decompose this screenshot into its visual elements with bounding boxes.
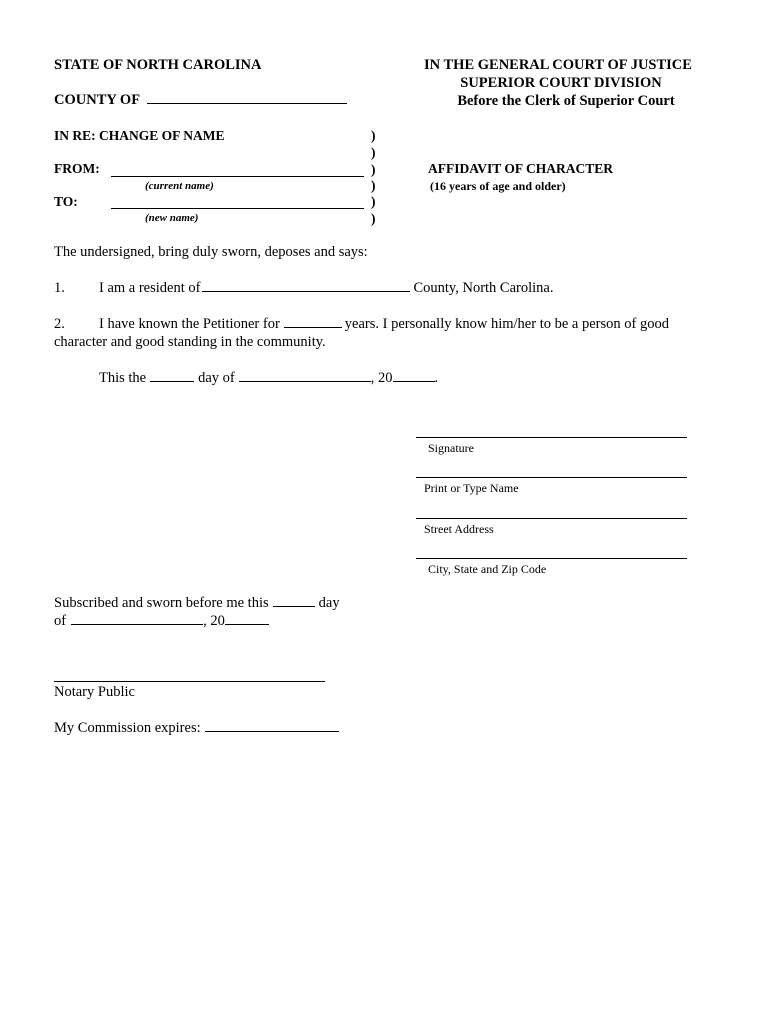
sworn-text-c: of bbox=[54, 613, 67, 629]
caption-paren-1: ) bbox=[371, 128, 376, 143]
caption-paren-6: ) bbox=[371, 211, 376, 226]
current-name-field[interactable] bbox=[111, 176, 364, 177]
county-label bbox=[54, 92, 347, 109]
month-field[interactable] bbox=[239, 380, 371, 382]
commission-line bbox=[54, 720, 339, 737]
state-heading: STATE OF NORTH CAROLINA bbox=[54, 57, 262, 73]
intro-text: The undersigned, bring duly sworn, deposes and says: bbox=[54, 244, 368, 260]
sworn-text-d: , 20 bbox=[203, 613, 225, 629]
notary-year-field[interactable] bbox=[225, 623, 269, 625]
year-field[interactable] bbox=[393, 380, 435, 382]
caption-paren-5: ) bbox=[371, 194, 376, 209]
item-2-text-b: years. I personally know him/her to be a person of good bbox=[344, 316, 669, 332]
court-line-3: Before the Clerk of Superior Court bbox=[457, 93, 675, 109]
item-2-number: 2. bbox=[54, 316, 65, 332]
signature-label: Signature bbox=[428, 441, 474, 455]
new-name-field[interactable] bbox=[111, 208, 364, 209]
caption-paren-3: ) bbox=[371, 162, 376, 177]
caption-paren-4: ) bbox=[371, 178, 376, 193]
item-1-text-b: County, North Carolina. bbox=[413, 280, 554, 296]
current-name-note: (current name) bbox=[145, 180, 214, 192]
print-name-label: Print or Type Name bbox=[424, 481, 519, 495]
commission-label: My Commission expires: bbox=[54, 720, 201, 736]
sworn-line-2 bbox=[54, 613, 269, 630]
notary-public-label: Notary Public bbox=[54, 684, 135, 700]
day-field[interactable] bbox=[150, 380, 194, 382]
city-state-zip-field[interactable] bbox=[416, 558, 687, 559]
caption-paren-2: ) bbox=[371, 145, 376, 160]
sworn-line-1 bbox=[54, 595, 340, 612]
item-2-text-c: character and good standing in the community. bbox=[54, 334, 326, 350]
new-name-note: (new name) bbox=[145, 212, 199, 224]
item-1-number: 1. bbox=[54, 280, 65, 296]
date-line bbox=[99, 370, 438, 387]
in-re-heading: IN RE: CHANGE OF NAME bbox=[54, 128, 225, 143]
affidavit-subtitle: (16 years of age and older) bbox=[430, 179, 566, 193]
county-field[interactable] bbox=[147, 102, 347, 104]
court-line-2: SUPERIOR COURT DIVISION bbox=[460, 75, 662, 91]
date-text-a: This the bbox=[99, 370, 147, 386]
print-name-field[interactable] bbox=[416, 477, 687, 478]
notary-signature-field[interactable] bbox=[54, 681, 325, 682]
to-label: TO: bbox=[54, 194, 78, 209]
signature-field[interactable] bbox=[416, 437, 687, 438]
item-1-text-a: I am a resident of bbox=[99, 280, 201, 296]
street-address-label: Street Address bbox=[424, 522, 494, 536]
commission-expiry-field[interactable] bbox=[205, 730, 339, 732]
sworn-text-b: day bbox=[318, 595, 340, 611]
city-state-zip-label: City, State and Zip Code bbox=[428, 562, 547, 576]
from-label: FROM: bbox=[54, 161, 100, 176]
court-line-1: IN THE GENERAL COURT OF JUSTICE bbox=[424, 57, 692, 73]
years-known-field[interactable] bbox=[284, 326, 342, 328]
date-text-d: . bbox=[434, 370, 439, 386]
item-2-text-a: I have known the Petitioner for bbox=[99, 316, 280, 332]
sworn-text-a: Subscribed and sworn before me this bbox=[54, 595, 269, 611]
date-text-b: day of bbox=[198, 370, 235, 386]
notary-day-field[interactable] bbox=[273, 605, 315, 607]
affidavit-title: AFFIDAVIT OF CHARACTER bbox=[428, 161, 614, 176]
notary-month-field[interactable] bbox=[71, 623, 203, 625]
item-1-text bbox=[99, 280, 553, 297]
date-text-c: , 20 bbox=[370, 370, 393, 386]
county-residence-field[interactable] bbox=[202, 290, 410, 292]
item-2-text bbox=[99, 316, 669, 333]
street-address-field[interactable] bbox=[416, 518, 687, 519]
county-label-text: COUNTY OF bbox=[54, 92, 140, 108]
